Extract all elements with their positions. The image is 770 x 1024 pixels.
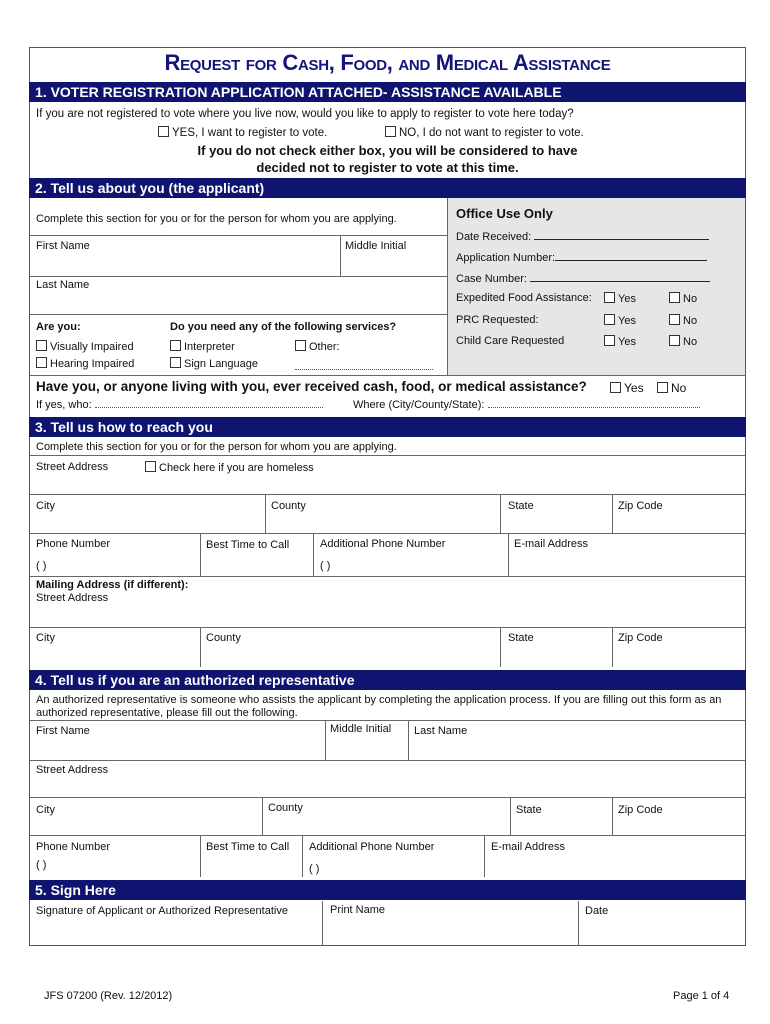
section-5-header: 5. Sign Here bbox=[29, 880, 746, 900]
other-field[interactable] bbox=[295, 360, 433, 370]
rep-last-name-label: Last Name bbox=[414, 725, 468, 737]
label-text bbox=[95, 398, 323, 408]
rep-city-label: City bbox=[36, 804, 55, 816]
checkbox[interactable] bbox=[604, 335, 615, 346]
other-option[interactable] bbox=[295, 340, 340, 353]
divider bbox=[29, 797, 746, 798]
checkbox[interactable] bbox=[604, 314, 615, 325]
divider bbox=[265, 494, 266, 533]
divider bbox=[508, 533, 509, 576]
mailing-address-label: Mailing Address (if different): bbox=[36, 579, 189, 591]
services-question: Do you need any of the following services? bbox=[170, 321, 397, 333]
label-text: Sign Language bbox=[184, 358, 259, 370]
checkbox[interactable] bbox=[657, 382, 668, 393]
label-text: Application Number: bbox=[456, 252, 556, 264]
voter-question: If you are not registered to vote where you live now, would you like to apply to register to vote here today? bbox=[36, 108, 574, 120]
first-name-field[interactable] bbox=[30, 250, 339, 275]
interpreter-option[interactable] bbox=[170, 340, 235, 353]
divider bbox=[262, 797, 263, 835]
divider bbox=[408, 720, 409, 760]
divider bbox=[510, 797, 511, 835]
prior-assistance-question: Have you, or anyone living with you, ever received cash, food, or medical assistance? bbox=[36, 379, 587, 394]
additional-phone-area-code[interactable]: ( ) bbox=[320, 560, 331, 572]
phone-area-code[interactable]: ( ) bbox=[36, 560, 47, 572]
prior-yes-option[interactable] bbox=[610, 381, 644, 395]
underline-field bbox=[530, 272, 710, 282]
section-4-header: 4. Tell us if you are an authorized representative bbox=[29, 670, 746, 690]
divider bbox=[500, 627, 501, 667]
print-name-label: Print Name bbox=[330, 904, 386, 916]
last-name-field[interactable] bbox=[30, 290, 446, 313]
label-text: Interpreter bbox=[184, 341, 235, 353]
label-text: Yes bbox=[624, 381, 644, 395]
zip-label: Zip Code bbox=[618, 500, 663, 512]
divider bbox=[484, 835, 485, 877]
section-2-header: 2. Tell us about you (the applicant) bbox=[29, 178, 746, 198]
expedited-no[interactable] bbox=[669, 292, 697, 305]
divider bbox=[200, 627, 201, 667]
date-label: Date bbox=[585, 905, 609, 917]
divider bbox=[29, 576, 746, 577]
label-text: Where (City/County/State): bbox=[353, 399, 485, 411]
divider bbox=[612, 494, 613, 533]
voter-warning-line2: decided not to register to vote at this time. bbox=[256, 160, 519, 175]
mailing-county-label: County bbox=[206, 632, 241, 644]
form-id: JFS 07200 (Rev. 12/2012) bbox=[44, 990, 173, 1002]
mailing-state-label: State bbox=[508, 632, 534, 644]
application-number bbox=[456, 251, 707, 264]
last-name-label: Last Name bbox=[36, 279, 90, 291]
divider bbox=[29, 627, 746, 628]
label-text: If yes, who: bbox=[36, 399, 92, 411]
divider bbox=[29, 760, 746, 761]
underline-field bbox=[534, 230, 709, 240]
divider bbox=[302, 835, 303, 877]
rep-best-time-label: Best Time to Call bbox=[206, 841, 290, 853]
s4-description: An authorized representative is someone who assists the applicant by completing the application process. If you are filling out this form as an authorized representative, please fill out the following. bbox=[36, 694, 722, 719]
rep-phone-label: Phone Number bbox=[36, 841, 110, 853]
label-text: No bbox=[683, 315, 698, 327]
signature-label: Signature of Applicant or Authorized Representative bbox=[36, 905, 288, 917]
divider bbox=[29, 455, 746, 456]
divider bbox=[500, 494, 501, 533]
divider bbox=[200, 533, 201, 576]
sign-language-option[interactable] bbox=[170, 357, 258, 370]
rep-first-name-label: First Name bbox=[36, 725, 90, 737]
label-text: Yes bbox=[618, 315, 636, 327]
label-text: Yes bbox=[618, 293, 636, 305]
page-number: Page 1 of 4 bbox=[673, 990, 730, 1002]
label-text: Date Received: bbox=[456, 231, 532, 243]
divider bbox=[29, 494, 746, 495]
office-use-panel bbox=[447, 198, 745, 375]
case-number bbox=[456, 272, 710, 285]
rep-street-label: Street Address bbox=[36, 764, 109, 776]
checkbox[interactable] bbox=[669, 314, 680, 325]
divider bbox=[29, 314, 447, 315]
where-field[interactable] bbox=[353, 398, 700, 411]
child-care-yes[interactable] bbox=[604, 335, 636, 348]
mailing-street-label: Street Address bbox=[36, 592, 109, 604]
prc-yes[interactable] bbox=[604, 314, 636, 327]
best-time-label: Best Time to Call bbox=[206, 539, 290, 551]
divider bbox=[313, 533, 314, 576]
label-text bbox=[488, 398, 700, 408]
divider bbox=[612, 797, 613, 835]
label-text: Hearing Impaired bbox=[50, 358, 135, 370]
child-care-label: Child Care Requested bbox=[456, 335, 565, 347]
homeless-option[interactable] bbox=[145, 461, 314, 474]
office-use-title: Office Use Only bbox=[456, 206, 553, 221]
label-text: Case Number: bbox=[456, 273, 527, 285]
state-label: State bbox=[508, 500, 534, 512]
voter-yes-option[interactable] bbox=[158, 126, 327, 139]
street-address-label: Street Address bbox=[36, 461, 109, 473]
expedited-label: Expedited Food Assistance: bbox=[456, 292, 592, 304]
divider bbox=[200, 835, 201, 877]
label-text: No bbox=[683, 336, 698, 348]
additional-phone-label: Additional Phone Number bbox=[320, 538, 446, 550]
checkbox[interactable] bbox=[669, 335, 680, 346]
email-label: E-mail Address bbox=[514, 538, 588, 550]
section-3-header: 3. Tell us how to reach you bbox=[29, 417, 746, 437]
voter-yes-checkbox[interactable] bbox=[158, 126, 169, 137]
label-text: No bbox=[671, 381, 687, 395]
label-text: Visually Impaired bbox=[50, 341, 134, 353]
rep-state-label: State bbox=[516, 804, 542, 816]
rep-additional-phone-area-code[interactable]: ( ) bbox=[309, 863, 320, 875]
label-text: Yes bbox=[618, 336, 636, 348]
prc-no[interactable] bbox=[669, 314, 697, 327]
divider bbox=[29, 835, 746, 836]
rep-additional-phone-label: Additional Phone Number bbox=[309, 841, 435, 853]
rep-phone-area-code[interactable]: ( ) bbox=[36, 859, 47, 871]
voter-no-label: NO, I do not want to register to vote. bbox=[399, 127, 584, 139]
voter-yes-label: YES, I want to register to vote. bbox=[172, 127, 328, 139]
rep-middle-initial-label: Middle Initial bbox=[330, 723, 392, 735]
voter-no-option[interactable] bbox=[385, 126, 584, 139]
underline-field bbox=[555, 251, 707, 261]
checkbox[interactable] bbox=[36, 340, 47, 351]
hearing-impaired-option[interactable] bbox=[36, 357, 134, 370]
checkbox[interactable] bbox=[36, 357, 47, 368]
s3-intro: Complete this section for you or for the person for whom you are applying. bbox=[36, 441, 397, 453]
phone-label: Phone Number bbox=[36, 538, 110, 550]
mailing-city-label: City bbox=[36, 632, 55, 644]
divider bbox=[29, 720, 746, 721]
divider bbox=[325, 720, 326, 760]
checkbox[interactable] bbox=[145, 461, 156, 472]
label-text: Check here if you are homeless bbox=[159, 462, 314, 474]
divider bbox=[322, 901, 323, 946]
middle-initial-label: Middle Initial bbox=[345, 240, 407, 252]
checkbox[interactable] bbox=[604, 292, 615, 303]
checkbox[interactable] bbox=[295, 340, 306, 351]
prc-label: PRC Requested: bbox=[456, 314, 539, 326]
child-care-no[interactable] bbox=[669, 335, 697, 348]
prior-no-option[interactable] bbox=[657, 381, 686, 395]
checkbox[interactable] bbox=[669, 292, 680, 303]
voter-warning-line1: If you do not check either box, you will be considered to have bbox=[197, 143, 578, 158]
expedited-yes[interactable] bbox=[604, 292, 636, 305]
label-text: No bbox=[683, 293, 698, 305]
visually-impaired-option[interactable] bbox=[36, 340, 134, 353]
divider bbox=[612, 627, 613, 667]
if-yes-who[interactable] bbox=[36, 398, 323, 411]
checkbox[interactable] bbox=[170, 357, 181, 368]
first-name-label: First Name bbox=[36, 240, 90, 252]
label-text: Other: bbox=[309, 341, 340, 353]
checkbox[interactable] bbox=[610, 382, 621, 393]
s2-intro: Complete this section for you or for the person for whom you are applying. bbox=[36, 213, 397, 225]
divider bbox=[29, 235, 447, 236]
divider bbox=[578, 901, 579, 946]
rep-email-label: E-mail Address bbox=[491, 841, 565, 853]
city-label: City bbox=[36, 500, 55, 512]
page-title: Request for Cash, Food, and Medical Assistance bbox=[164, 50, 611, 75]
date-received bbox=[456, 230, 709, 243]
checkbox[interactable] bbox=[170, 340, 181, 351]
rep-zip-label: Zip Code bbox=[618, 804, 663, 816]
voter-no-checkbox[interactable] bbox=[385, 126, 396, 137]
divider bbox=[29, 533, 746, 534]
rep-county-label: County bbox=[268, 802, 303, 814]
county-label: County bbox=[271, 500, 306, 512]
divider bbox=[29, 276, 447, 277]
mailing-zip-label: Zip Code bbox=[618, 632, 663, 644]
section-1-header: 1. VOTER REGISTRATION APPLICATION ATTACHED- ASSISTANCE AVAILABLE bbox=[29, 82, 746, 102]
divider bbox=[29, 375, 746, 376]
divider bbox=[340, 235, 341, 276]
are-you-label: Are you: bbox=[36, 321, 81, 333]
